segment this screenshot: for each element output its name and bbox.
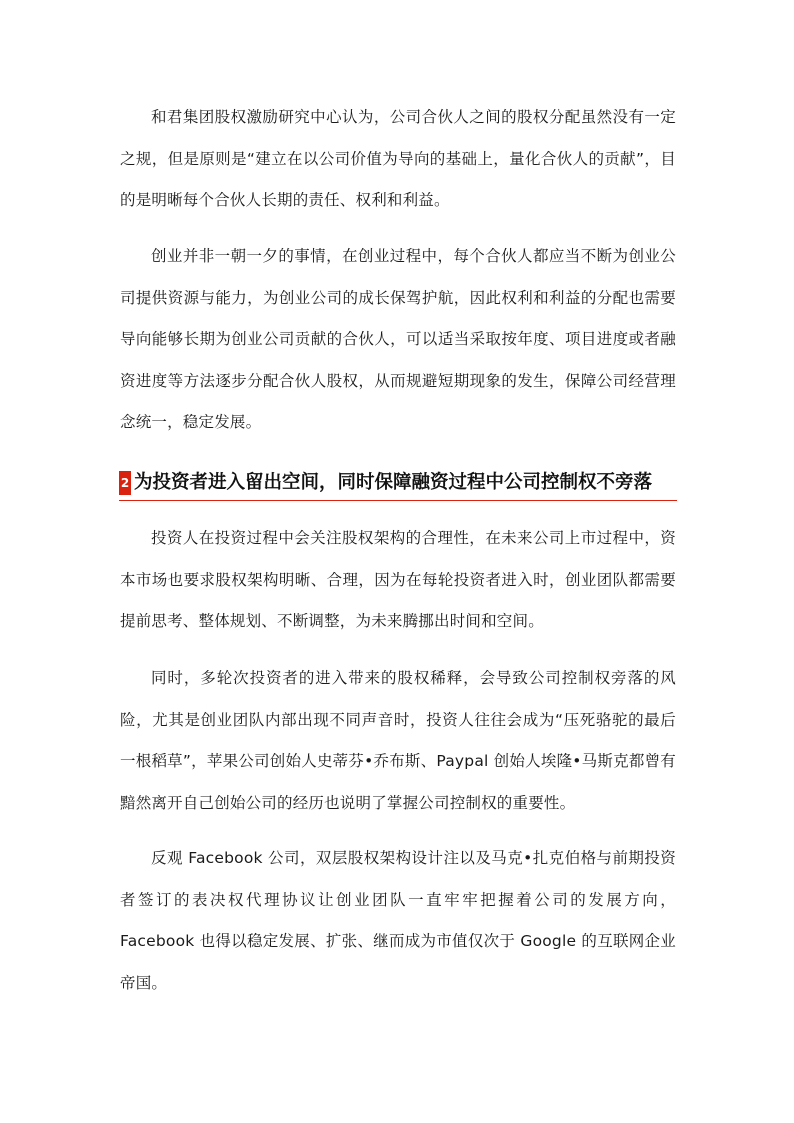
paragraph-investor-structure: 投资人在投资过程中会关注股权架构的合理性，在未来公司上市过程中，资本市场也要求股权架构明晰、合理，因为在每轮投资者进入时，创业团队都需要提前思考、整体规划、不断调整，为未来腾挪出时间和空间。 [120, 529, 676, 630]
section-number-badge: 2 [119, 471, 131, 495]
paragraph-dilution-risk: 同时，多轮次投资者的进入带来的股权稀释，会导致公司控制权旁落的风险，尤其是创业团队内部出现不同声音时，投资人往往会成为“压死骆驼的最后一根稻草”，苹果公司创始人史蒂芬•乔布斯、Paypal 创始人埃隆•马斯克都曾有黯然离开自己创始公司的经历也说明了掌握公司控制权的重要性。 [120, 669, 676, 812]
section-heading [119, 467, 677, 501]
paragraph-long-term-allocation: 创业并非一朝一夕的事情，在创业过程中，每个合伙人都应当不断为创业公司提供资源与能力，为创业公司的成长保驾护航，因此权利和利益的分配也需要导向能够长期为创业公司贡献的合伙人，可以适当采取按年度、项目进度或者融资进度等方法逐步分配合伙人股权，从而规避短期现象的发生，保障公司经营理念统一，稳定发展。 [120, 247, 676, 431]
paragraph-facebook-example: 反观 Facebook 公司，双层股权架构设计注以及马克•扎克伯格与前期投资者签订的表决权代理协议让创业团队一直牢牢把握着公司的发展方向，Facebook 也得以稳定发展、扩张、继而成为市值仅次于 Google 的互联网企业帝国。 [120, 849, 676, 992]
paragraph-equity-principle: 和君集团股权激励研究中心认为，公司合伙人之间的股权分配虽然没有一定之规，但是原则是“建立在以公司价值为导向的基础上，量化合伙人的贡献”，目的是明晰每个合伙人长期的责任、权利和利益。 [120, 108, 676, 209]
section-heading-text: 为投资者进入留出空间，同时保障融资过程中公司控制权不旁落 [134, 472, 653, 493]
